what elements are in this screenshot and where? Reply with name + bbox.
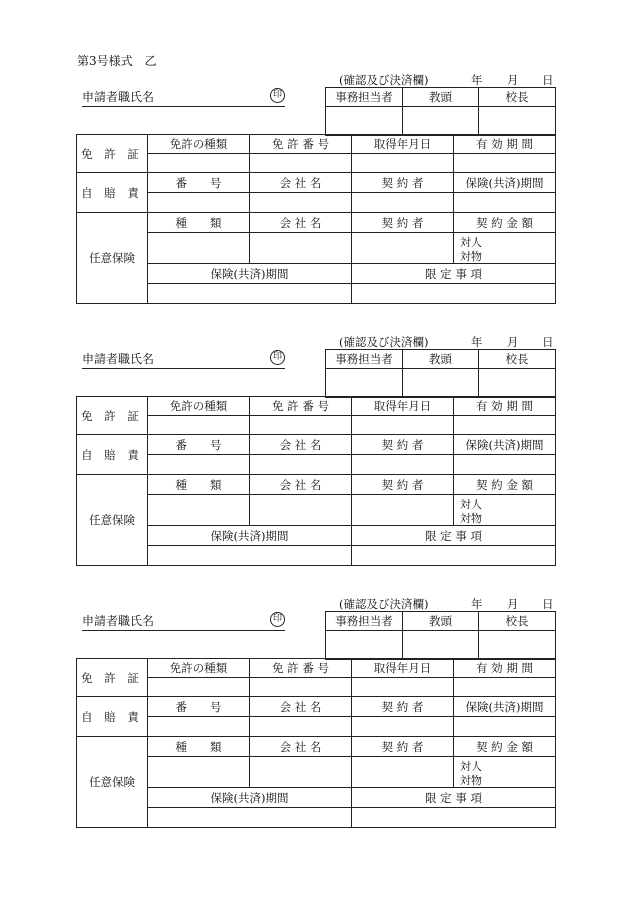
- amount-person-label: 対人: [460, 236, 482, 249]
- license-type-cell[interactable]: [148, 154, 250, 173]
- day-label: 日: [542, 597, 554, 611]
- license-date-header: 取得年月日: [352, 135, 454, 154]
- license-number-cell[interactable]: [250, 678, 352, 697]
- liability-period-cell[interactable]: [454, 193, 556, 213]
- amount-property-label: 対物: [460, 512, 482, 525]
- license-validity-header: 有 効 期 間: [454, 397, 556, 416]
- voluntary-type-header: 種 類: [148, 213, 250, 233]
- month-label: 月: [507, 597, 519, 611]
- seal-mark: 印: [270, 350, 285, 365]
- liability-company-header: 会 社 名: [250, 697, 352, 717]
- applicant-label: 申請者職氏名: [82, 352, 155, 366]
- liability-label: 自 賠 責: [77, 697, 148, 737]
- approval-header-vice-principal: 教頭: [403, 612, 479, 631]
- license-date-cell[interactable]: [352, 416, 454, 435]
- month-label: 月: [507, 335, 519, 349]
- voluntary-period-header: 保険(共済)期間: [148, 526, 352, 546]
- license-number-header: 免 許 番 号: [250, 659, 352, 678]
- amount-property-label: 対物: [460, 250, 482, 263]
- approval-header-clerk: 事務担当者: [326, 612, 403, 631]
- voluntary-limit-header: 限 定 事 項: [352, 264, 556, 284]
- approval-header-principal: 校長: [479, 350, 556, 369]
- applicant-name-line[interactable]: [82, 614, 285, 631]
- seal-mark: 印: [270, 88, 285, 103]
- confirm-heading: [339, 596, 554, 610]
- approval-header-vice-principal: 教頭: [403, 88, 479, 107]
- voluntary-label: 任意保険: [77, 737, 148, 828]
- voluntary-period-header: 保険(共済)期間: [148, 264, 352, 284]
- voluntary-limit-cell[interactable]: [352, 284, 556, 304]
- liability-number-cell[interactable]: [148, 193, 250, 213]
- voluntary-contractor-cell[interactable]: [352, 495, 454, 526]
- voluntary-type-header: 種 類: [148, 737, 250, 757]
- voluntary-type-cell[interactable]: [148, 233, 250, 264]
- approval-stamp-principal[interactable]: [479, 107, 556, 136]
- license-number-header: 免 許 番 号: [250, 397, 352, 416]
- liability-contractor-header: 契 約 者: [352, 173, 454, 193]
- day-label: 日: [542, 73, 554, 87]
- year-label: 年: [471, 597, 483, 611]
- approval-stamp-clerk[interactable]: [326, 107, 403, 136]
- seal-mark: 印: [270, 612, 285, 627]
- license-label: 免 許 証: [77, 397, 148, 435]
- liability-number-header: 番 号: [148, 435, 250, 455]
- voluntary-company-cell[interactable]: [250, 233, 352, 264]
- license-number-cell[interactable]: [250, 154, 352, 173]
- voluntary-period-cell[interactable]: [148, 284, 352, 304]
- approval-stamp-principal[interactable]: [479, 369, 556, 398]
- liability-label: 自 賠 責: [77, 173, 148, 213]
- liability-period-cell[interactable]: [454, 717, 556, 737]
- liability-period-header: 保険(共済)期間: [454, 697, 556, 717]
- amount-property-label: 対物: [460, 774, 482, 787]
- liability-company-cell[interactable]: [250, 193, 352, 213]
- approval-stamp-vice-principal[interactable]: [403, 369, 479, 398]
- confirm-label: (確認及び決済欄): [339, 73, 429, 87]
- voluntary-label: 任意保険: [77, 213, 148, 304]
- license-label: 免 許 証: [77, 135, 148, 173]
- license-validity-cell[interactable]: [454, 154, 556, 173]
- voluntary-amount-cell[interactable]: [454, 757, 556, 788]
- voluntary-limit-cell[interactable]: [352, 808, 556, 828]
- liability-company-header: 会 社 名: [250, 435, 352, 455]
- liability-period-header: 保険(共済)期間: [454, 173, 556, 193]
- license-number-header: 免 許 番 号: [250, 135, 352, 154]
- applicant-label: 申請者職氏名: [82, 90, 155, 104]
- license-type-header: 免許の種類: [148, 659, 250, 678]
- voluntary-contractor-cell[interactable]: [352, 233, 454, 264]
- voluntary-amount-cell[interactable]: [454, 233, 556, 264]
- liability-contractor-cell[interactable]: [352, 455, 454, 475]
- year-label: 年: [471, 335, 483, 349]
- confirm-label: (確認及び決済欄): [339, 597, 429, 611]
- liability-contractor-cell[interactable]: [352, 717, 454, 737]
- license-type-header: 免許の種類: [148, 135, 250, 154]
- applicant-name-line[interactable]: [82, 352, 285, 369]
- liability-contractor-header: 契 約 者: [352, 435, 454, 455]
- vehicle-info-table: [76, 658, 556, 828]
- confirm-label: (確認及び決済欄): [339, 335, 429, 349]
- approval-header-clerk: 事務担当者: [326, 350, 403, 369]
- applicant-label: 申請者職氏名: [82, 614, 155, 628]
- approval-stamp-vice-principal[interactable]: [403, 631, 479, 660]
- amount-person-label: 対人: [460, 498, 482, 511]
- approval-stamp-clerk[interactable]: [326, 631, 403, 660]
- voluntary-company-cell[interactable]: [250, 495, 352, 526]
- approval-stamp-principal[interactable]: [479, 631, 556, 660]
- liability-number-cell[interactable]: [148, 717, 250, 737]
- voluntary-contractor-cell[interactable]: [352, 757, 454, 788]
- voluntary-period-cell[interactable]: [148, 808, 352, 828]
- liability-company-cell[interactable]: [250, 717, 352, 737]
- voluntary-amount-cell[interactable]: [454, 495, 556, 526]
- license-label: 免 許 証: [77, 659, 148, 697]
- approval-stamp-vice-principal[interactable]: [403, 107, 479, 136]
- voluntary-company-header: 会 社 名: [250, 475, 352, 495]
- license-type-cell[interactable]: [148, 416, 250, 435]
- voluntary-contractor-header: 契 約 者: [352, 213, 454, 233]
- voluntary-contractor-header: 契 約 者: [352, 475, 454, 495]
- approval-header-clerk: 事務担当者: [326, 88, 403, 107]
- license-date-cell[interactable]: [352, 678, 454, 697]
- voluntary-limit-cell[interactable]: [352, 546, 556, 566]
- voluntary-label: 任意保険: [77, 475, 148, 566]
- liability-company-header: 会 社 名: [250, 173, 352, 193]
- license-date-header: 取得年月日: [352, 659, 454, 678]
- approval-table: [325, 87, 556, 136]
- approval-header-vice-principal: 教頭: [403, 350, 479, 369]
- applicant-name-line[interactable]: [82, 90, 285, 107]
- year-label: 年: [471, 73, 483, 87]
- voluntary-company-header: 会 社 名: [250, 213, 352, 233]
- liability-contractor-cell[interactable]: [352, 193, 454, 213]
- voluntary-limit-header: 限 定 事 項: [352, 526, 556, 546]
- voluntary-type-cell[interactable]: [148, 757, 250, 788]
- voluntary-type-cell[interactable]: [148, 495, 250, 526]
- form-number: 第3号様式 乙: [77, 54, 157, 68]
- liability-number-header: 番 号: [148, 697, 250, 717]
- liability-number-header: 番 号: [148, 173, 250, 193]
- license-number-cell[interactable]: [250, 416, 352, 435]
- voluntary-amount-header: 契 約 金 額: [454, 737, 556, 757]
- license-type-cell[interactable]: [148, 678, 250, 697]
- vehicle-info-table: [76, 134, 556, 304]
- approval-header-principal: 校長: [479, 612, 556, 631]
- voluntary-type-header: 種 類: [148, 475, 250, 495]
- confirm-heading: [339, 334, 554, 348]
- voluntary-period-header: 保険(共済)期間: [148, 788, 352, 808]
- liability-label: 自 賠 責: [77, 435, 148, 475]
- voluntary-company-header: 会 社 名: [250, 737, 352, 757]
- application-block: [0, 72, 630, 334]
- license-validity-header: 有 効 期 間: [454, 135, 556, 154]
- liability-period-cell[interactable]: [454, 455, 556, 475]
- license-validity-cell[interactable]: [454, 678, 556, 697]
- approval-table: [325, 611, 556, 660]
- voluntary-amount-header: 契 約 金 額: [454, 213, 556, 233]
- application-block: [0, 334, 630, 596]
- application-block: [0, 596, 630, 858]
- voluntary-company-cell[interactable]: [250, 757, 352, 788]
- month-label: 月: [507, 73, 519, 87]
- approval-table: [325, 349, 556, 398]
- approval-stamp-clerk[interactable]: [326, 369, 403, 398]
- voluntary-period-cell[interactable]: [148, 546, 352, 566]
- license-date-header: 取得年月日: [352, 397, 454, 416]
- vehicle-info-table: [76, 396, 556, 566]
- approval-header-principal: 校長: [479, 88, 556, 107]
- license-date-cell[interactable]: [352, 154, 454, 173]
- license-validity-header: 有 効 期 間: [454, 659, 556, 678]
- voluntary-limit-header: 限 定 事 項: [352, 788, 556, 808]
- voluntary-amount-header: 契 約 金 額: [454, 475, 556, 495]
- license-type-header: 免許の種類: [148, 397, 250, 416]
- liability-company-cell[interactable]: [250, 455, 352, 475]
- license-validity-cell[interactable]: [454, 416, 556, 435]
- amount-person-label: 対人: [460, 760, 482, 773]
- day-label: 日: [542, 335, 554, 349]
- confirm-heading: [339, 72, 554, 86]
- liability-number-cell[interactable]: [148, 455, 250, 475]
- voluntary-contractor-header: 契 約 者: [352, 737, 454, 757]
- liability-contractor-header: 契 約 者: [352, 697, 454, 717]
- liability-period-header: 保険(共済)期間: [454, 435, 556, 455]
